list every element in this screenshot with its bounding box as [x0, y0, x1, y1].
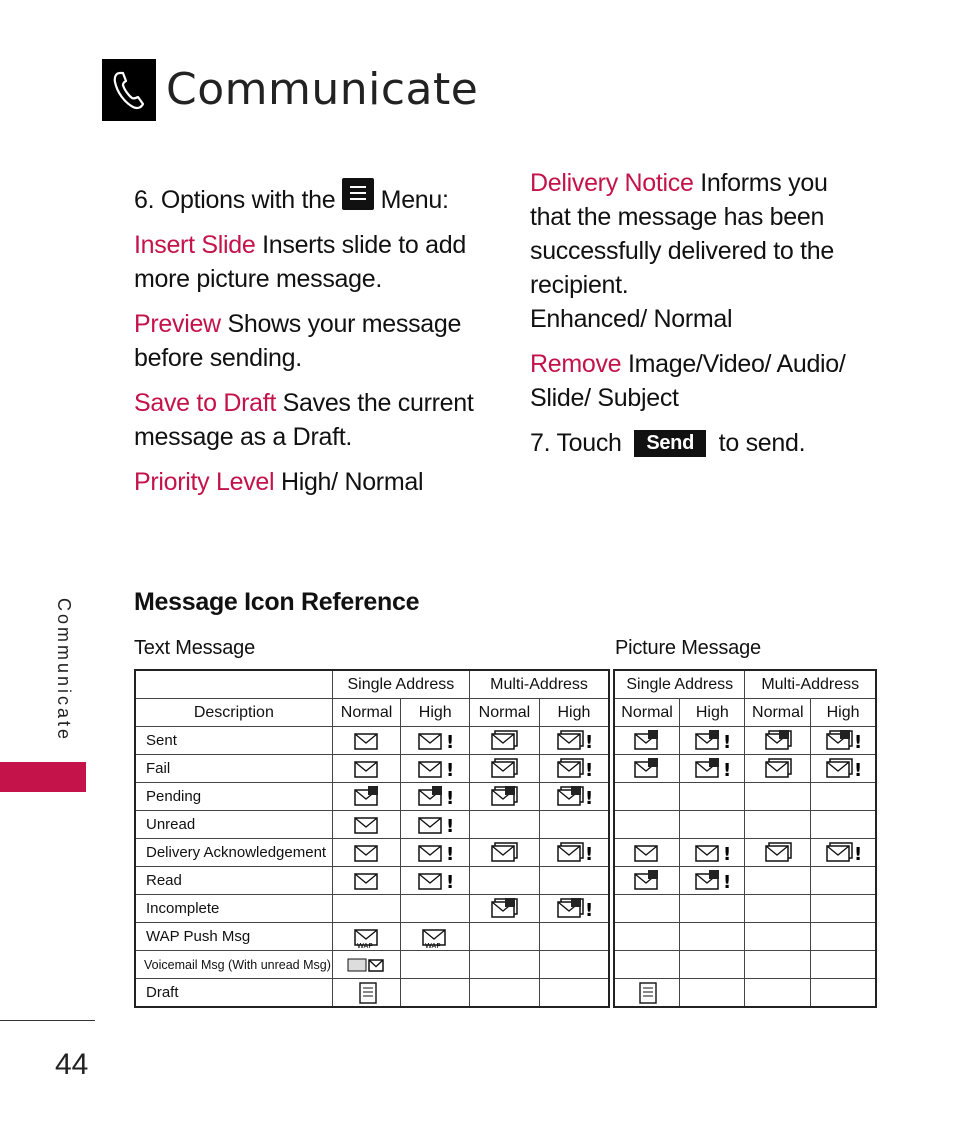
unread-high-icon: [415, 813, 455, 837]
pending-high-icon: [415, 785, 455, 809]
icon-cell: [539, 923, 609, 951]
table-row: [614, 895, 876, 923]
icon-cell: [811, 727, 876, 755]
table-row: [614, 923, 876, 951]
section-icon-block: [102, 59, 156, 121]
icon-cell: [745, 727, 811, 755]
svg-text:!: !: [584, 759, 594, 781]
icon-cell: [539, 895, 609, 923]
table-row: [614, 727, 876, 755]
row-description: Unread: [135, 811, 332, 839]
svg-text:!: !: [723, 871, 732, 893]
footer-divider: [0, 1020, 95, 1021]
table-row: [614, 811, 876, 839]
icon-cell: [614, 951, 680, 979]
icon-cell: [401, 811, 470, 839]
pending-multi-high-icon: [554, 785, 594, 809]
option-label: Save to Draft: [134, 389, 276, 417]
sent-high-icon: [415, 729, 455, 753]
ack-icon: [627, 841, 667, 865]
read-high-icon: [415, 869, 455, 893]
ack-high-icon: [415, 841, 455, 865]
table-row: [614, 979, 876, 1008]
header-single-address: Single Address: [332, 670, 469, 699]
icon-cell: [332, 867, 401, 895]
option-text: Informs you that the message has been successfully delivered to the recipient.: [530, 169, 834, 299]
icon-cell: [745, 895, 811, 923]
icon-cell: [332, 783, 401, 811]
row-description: Pending: [135, 783, 332, 811]
row-description: WAP Push Msg: [135, 923, 332, 951]
icon-cell: [811, 811, 876, 839]
icon-cell: [539, 783, 609, 811]
icon-cell: [470, 839, 540, 867]
icon-cell: [614, 755, 680, 783]
table-row: [614, 951, 876, 979]
send-button[interactable]: Send: [634, 430, 706, 457]
icon-cell: [680, 895, 745, 923]
icon-cell: [401, 783, 470, 811]
text-message-label: Text Message: [134, 637, 255, 659]
pic-sent-icon: [627, 729, 667, 753]
header-high: High: [811, 699, 876, 727]
icon-cell: [680, 755, 745, 783]
icon-cell: [745, 839, 811, 867]
read-icon: [347, 869, 387, 893]
row-description: Sent: [135, 727, 332, 755]
option-text: Saves the current message as a Draft.: [134, 389, 474, 451]
draft-icon: [627, 981, 667, 1005]
icon-cell: [332, 727, 401, 755]
svg-text:!: !: [584, 899, 594, 921]
icon-cell: [401, 727, 470, 755]
icon-cell: [811, 979, 876, 1008]
icon-cell: [401, 979, 470, 1008]
icon-cell: [680, 811, 745, 839]
icon-cell: [614, 867, 680, 895]
option-insert-slide: [134, 228, 479, 296]
ack-multi-icon: [484, 841, 524, 865]
icon-cell: [470, 867, 540, 895]
header-high: High: [401, 699, 470, 727]
table-row: [135, 755, 609, 783]
icon-cell: [745, 951, 811, 979]
option-label: Insert Slide: [134, 231, 256, 259]
row-description: Fail: [135, 755, 332, 783]
svg-text:!: !: [584, 731, 594, 753]
menu-icon: [342, 178, 374, 210]
text-message-table: [134, 669, 610, 1008]
icon-cell: [811, 951, 876, 979]
icon-cell: [401, 923, 470, 951]
table-row: [135, 839, 609, 867]
icon-cell: [401, 839, 470, 867]
table-row: [135, 895, 609, 923]
icon-cell: [680, 951, 745, 979]
icon-cell: [539, 839, 609, 867]
svg-text:!: !: [723, 843, 732, 865]
ack-multi-icon: [758, 841, 798, 865]
svg-text:!: !: [446, 787, 455, 809]
table-row: [135, 811, 609, 839]
icon-cell: [401, 895, 470, 923]
table-row: [135, 867, 609, 895]
svg-text:!: !: [584, 787, 594, 809]
row-description: Voicemail Msg (With unread Msg): [135, 951, 332, 979]
svg-text:!: !: [446, 843, 455, 865]
row-description: Incomplete: [135, 895, 332, 923]
header-normal: Normal: [614, 699, 680, 727]
pic-read-icon: [627, 869, 667, 893]
sent-multi-high-icon: [554, 729, 594, 753]
option-remove: [530, 347, 870, 415]
voicemail-icon: [347, 953, 387, 977]
icon-cell: [539, 979, 609, 1008]
icon-cell: [332, 895, 401, 923]
header-normal: Normal: [745, 699, 811, 727]
icon-cell: [745, 811, 811, 839]
icon-cell: [539, 811, 609, 839]
ack-multi-high-icon: [554, 841, 594, 865]
svg-text:!: !: [584, 843, 594, 865]
option-label: Delivery Notice: [530, 169, 694, 197]
icon-cell: [332, 951, 401, 979]
header-empty: [135, 670, 332, 699]
section-heading: Message Icon Reference: [134, 588, 420, 616]
pic-sent-multi-icon: [758, 729, 798, 753]
option-priority-level: [134, 465, 479, 499]
icon-cell: [539, 755, 609, 783]
svg-text:WAP: WAP: [356, 941, 373, 949]
icon-cell: [614, 923, 680, 951]
option-text: Image/Video/ Audio/ Slide/ Subject: [530, 350, 846, 412]
svg-text:!: !: [854, 759, 863, 781]
header-description: Description: [135, 699, 332, 727]
ack-icon: [347, 841, 387, 865]
touch-send-line: [530, 426, 870, 460]
header-single-address: Single Address: [614, 670, 745, 699]
table-row: [135, 951, 609, 979]
fail-multi-icon: [758, 757, 798, 781]
svg-text:!: !: [723, 731, 732, 753]
icon-cell: [539, 867, 609, 895]
option-label: Remove: [530, 350, 622, 378]
icon-cell: [745, 979, 811, 1008]
fail-multi-high-icon: [823, 757, 863, 781]
svg-text:!: !: [446, 871, 455, 893]
header-high: High: [539, 699, 609, 727]
row-description: Read: [135, 867, 332, 895]
header-multi-address: Multi-Address: [470, 670, 609, 699]
option-label: Priority Level: [134, 468, 275, 496]
icon-cell: [745, 783, 811, 811]
icon-cell: [332, 979, 401, 1008]
icon-cell: [811, 895, 876, 923]
option-preview: [134, 307, 479, 375]
options-suffix: Menu:: [380, 186, 449, 214]
unread-icon: [347, 813, 387, 837]
icon-cell: [811, 923, 876, 951]
left-column: [134, 178, 479, 510]
table-row: [135, 923, 609, 951]
header-normal: Normal: [470, 699, 540, 727]
icon-cell: [401, 951, 470, 979]
options-line: [134, 178, 479, 217]
svg-text:!: !: [854, 843, 863, 865]
option-label: Preview: [134, 310, 221, 338]
icon-cell: [680, 727, 745, 755]
pic-sent-high-icon: [692, 729, 732, 753]
icon-cell: [614, 895, 680, 923]
header-multi-address: Multi-Address: [745, 670, 876, 699]
icon-cell: [401, 867, 470, 895]
pic-read-high-icon: [692, 869, 732, 893]
icon-cell: [614, 811, 680, 839]
icon-cell: [614, 979, 680, 1008]
icon-cell: [470, 811, 540, 839]
wap-icon: [415, 925, 455, 949]
svg-text:!: !: [446, 815, 455, 837]
icon-cell: [811, 839, 876, 867]
fail-multi-icon: [484, 757, 524, 781]
icon-cell: [680, 979, 745, 1008]
icon-cell: [745, 755, 811, 783]
icon-cell: [680, 867, 745, 895]
icon-cell: [745, 867, 811, 895]
option-text: Inserts slide to add more picture message.: [134, 231, 466, 293]
ack-high-icon: [692, 841, 732, 865]
wap-icon: [347, 925, 387, 949]
icon-cell: [614, 839, 680, 867]
table-row: [135, 979, 609, 1008]
page-number: 44: [55, 1048, 89, 1081]
sidebar-label-text: Communicate: [54, 598, 74, 743]
svg-text:!: !: [446, 759, 455, 781]
icon-cell: [539, 727, 609, 755]
touch-prefix: 7. Touch: [530, 429, 622, 457]
table-row: [614, 783, 876, 811]
icon-cell: [811, 867, 876, 895]
incomplete-multi-icon: [484, 897, 524, 921]
row-description: Delivery Acknowledgement: [135, 839, 332, 867]
svg-text:!: !: [723, 759, 732, 781]
icon-cell: [614, 727, 680, 755]
table-row: [614, 839, 876, 867]
icon-cell: [401, 755, 470, 783]
ack-multi-high-icon: [823, 841, 863, 865]
icon-cell: [811, 783, 876, 811]
svg-text:!: !: [854, 731, 863, 753]
icon-cell: [680, 783, 745, 811]
icon-cell: [470, 923, 540, 951]
right-column: [530, 166, 870, 471]
icon-cell: [332, 839, 401, 867]
icon-cell: [470, 727, 540, 755]
sidebar-section-label: [44, 598, 84, 758]
icon-cell: [470, 755, 540, 783]
picture-message-table: [613, 669, 877, 1008]
incomplete-multi-high-icon: [554, 897, 594, 921]
draft-icon: [347, 981, 387, 1005]
table-row: [614, 755, 876, 783]
picture-message-label: Picture Message: [615, 637, 761, 659]
icon-cell: [470, 895, 540, 923]
icon-cell: [745, 923, 811, 951]
icon-cell: [470, 783, 540, 811]
svg-text:WAP: WAP: [425, 941, 441, 949]
icon-cell: [332, 755, 401, 783]
option-delivery-notice: [530, 166, 870, 302]
delivery-options: Enhanced/ Normal: [530, 305, 733, 333]
option-text: Shows your message before sending.: [134, 310, 462, 372]
sidebar-accent-bar: [0, 762, 86, 792]
option-text: High/ Normal: [274, 468, 424, 496]
phone-icon: [111, 70, 147, 110]
option-save-to-draft: [134, 386, 479, 454]
page-title: Communicate: [166, 64, 479, 115]
fail-high-icon: [415, 757, 455, 781]
sent-icon: [347, 729, 387, 753]
icon-cell: [680, 839, 745, 867]
table-row: [614, 867, 876, 895]
table-row: [135, 727, 609, 755]
icon-cell: [614, 783, 680, 811]
icon-cell: [811, 755, 876, 783]
icon-cell: [470, 951, 540, 979]
fail-icon: [347, 757, 387, 781]
fail-multi-high-icon: [554, 757, 594, 781]
row-description: Draft: [135, 979, 332, 1008]
options-prefix: 6. Options with the: [134, 186, 336, 214]
table-row: [135, 783, 609, 811]
sent-multi-icon: [484, 729, 524, 753]
pic-fail-icon: [627, 757, 667, 781]
icon-cell: [332, 811, 401, 839]
icon-cell: [539, 951, 609, 979]
icon-cell: [470, 979, 540, 1008]
pending-multi-icon: [484, 785, 524, 809]
pic-fail-high-icon: [692, 757, 732, 781]
pending-icon: [347, 785, 387, 809]
header-normal: Normal: [332, 699, 401, 727]
icon-cell: [680, 923, 745, 951]
pic-sent-multi-high-icon: [823, 729, 863, 753]
touch-suffix: to send.: [718, 429, 806, 457]
icon-cell: [332, 923, 401, 951]
header-high: High: [680, 699, 745, 727]
svg-text:!: !: [446, 731, 455, 753]
